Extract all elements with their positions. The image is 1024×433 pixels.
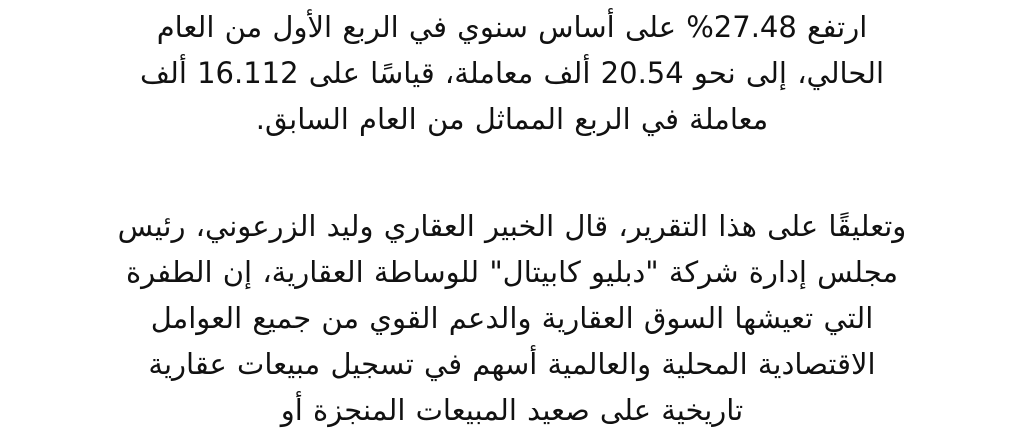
paragraph-2: وتعليقًا على هذا التقرير، قال الخبير العقاري وليد الزرعوني، رئيس مجلس إدارة شركة "دبليو كابيتال" للوساطة العقارية، إن الطفرة التي تعيشها السوق العقارية والدعم القوي من جميع العوامل الاقتصادية المحلية والعالمية أسهم في تسجيل مبيعات عقارية تاريخية على صعيد المبيعات المنجزة أو [117,209,907,427]
paragraph-1: ارتفع 27.48% على أساس سنوي في الربع الأول من العام الحالي، إلى نحو 20.54 ألف معاملة، قياسًا على 16.112 ألف معاملة في الربع المماثل من العام السابق. [139,10,885,136]
